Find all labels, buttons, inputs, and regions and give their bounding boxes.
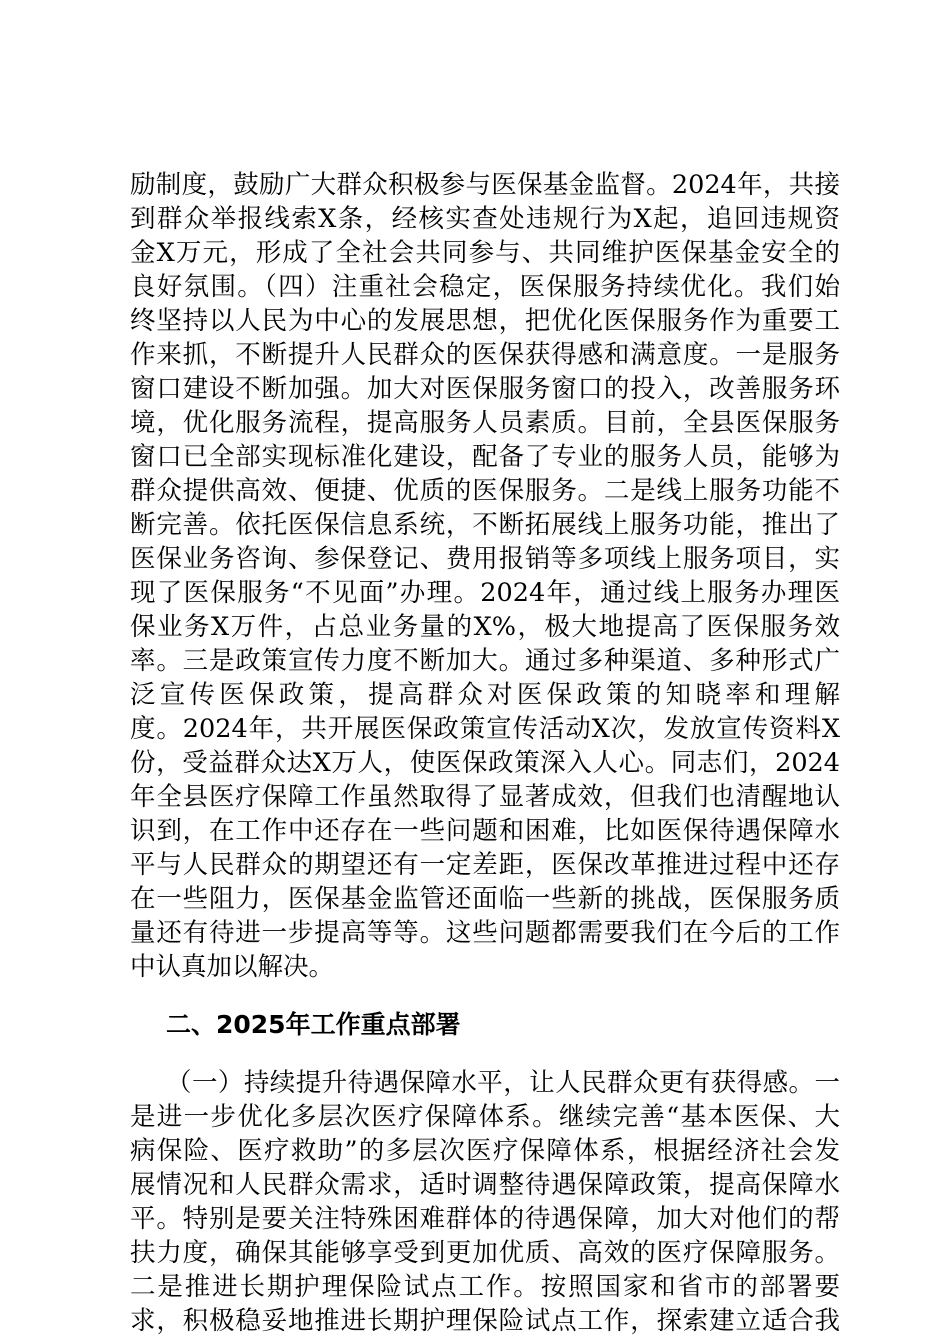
text-line: 群众提供高效、便捷、优质的医保服务。二是线上服务功能不: [130, 476, 840, 506]
text-line: 求，积极稳妥地推进长期护理保险试点工作，探索建立适合我: [130, 1306, 840, 1336]
text-line: 现了医保服务“不见面”办理。2024年，通过线上服务办理医: [130, 578, 840, 608]
text-line: 窗口建设不断加强。加大对医保服务窗口的投入，改善服务环: [130, 374, 840, 404]
text-line: 二是推进长期护理保险试点工作。按照国家和省市的部署要: [130, 1272, 840, 1302]
text-line: 量还有待进一步提高等等。这些问题都需要我们在今后的工作: [130, 918, 840, 948]
text-line: 中认真加以解决。: [130, 952, 335, 982]
text-line: 识到，在工作中还存在一些问题和困难，比如医保待遇保障水: [130, 816, 840, 846]
text-line: 扶力度，确保其能够享受到更加优质、高效的医疗保障服务。: [130, 1238, 840, 1268]
text-line: 泛宣传医保政策，提高群众对医保政策的知晓率和理解: [130, 680, 840, 710]
text-line: 作来抓，不断提升人民群众的医保获得感和满意度。一是服务: [130, 340, 840, 370]
text-line: 金X万元，形成了全社会共同参与、共同维护医保基金安全的: [130, 238, 840, 268]
text-line: 在一些阻力，医保基金监管还面临一些新的挑战，医保服务质: [130, 884, 840, 914]
text-line: 展情况和人民群众需求，适时调整待遇保障政策，提高保障水: [130, 1170, 840, 1200]
text-line: 终坚持以人民为中心的发展思想，把优化医保服务作为重要工: [130, 306, 840, 336]
text-line: 年全县医疗保障工作虽然取得了显著成效，但我们也清醒地认: [130, 782, 840, 812]
text-line: 度。2024年，共开展医保政策宣传活动X次，发放宣传资料X: [130, 714, 840, 744]
text-line: 励制度，鼓励广大群众积极参与医保基金监督。2024年，共接: [130, 170, 840, 200]
text-line: 保业务X万件，占总业务量的X%，极大地提高了医保服务效: [130, 612, 840, 642]
text-line: 境，优化服务流程，提高服务人员素质。目前，全县医保服务: [130, 408, 840, 438]
text-line: 平与人民群众的期望还有一定差距，医保改革推进过程中还存: [130, 850, 840, 880]
text-line: 病保险、医疗救助”的多层次医疗保障体系，根据经济社会发: [130, 1136, 840, 1166]
text-line: 平。特别是要关注特殊困难群体的待遇保障，加大对他们的帮: [130, 1204, 840, 1234]
text-line: 份，受益群众达X万人，使医保政策深入人心。同志们，2024: [130, 748, 840, 778]
text-line: 窗口已全部实现标准化建设，配备了专业的服务人员，能够为: [130, 442, 840, 472]
text-line: 断完善。依托医保信息系统，不断拓展线上服务功能，推出了: [130, 510, 840, 540]
text-line: 是进一步优化多层次医疗保障体系。继续完善“基本医保、大: [130, 1102, 840, 1132]
section-heading: 二、2025年工作重点部署: [166, 1010, 461, 1039]
text-line: 医保业务咨询、参保登记、费用报销等多项线上服务项目，实: [130, 544, 840, 574]
text-line: （一）持续提升待遇保障水平，让人民群众更有获得感。一: [166, 1068, 840, 1098]
text-line: 良好氛围。（四）注重社会稳定，医保服务持续优化。我们始: [130, 272, 840, 302]
text-line: 到群众举报线索X条，经核实查处违规行为X起，追回违规资: [130, 204, 840, 234]
text-line: 率。三是政策宣传力度不断加大。通过多种渠道、多种形式广: [130, 646, 840, 676]
